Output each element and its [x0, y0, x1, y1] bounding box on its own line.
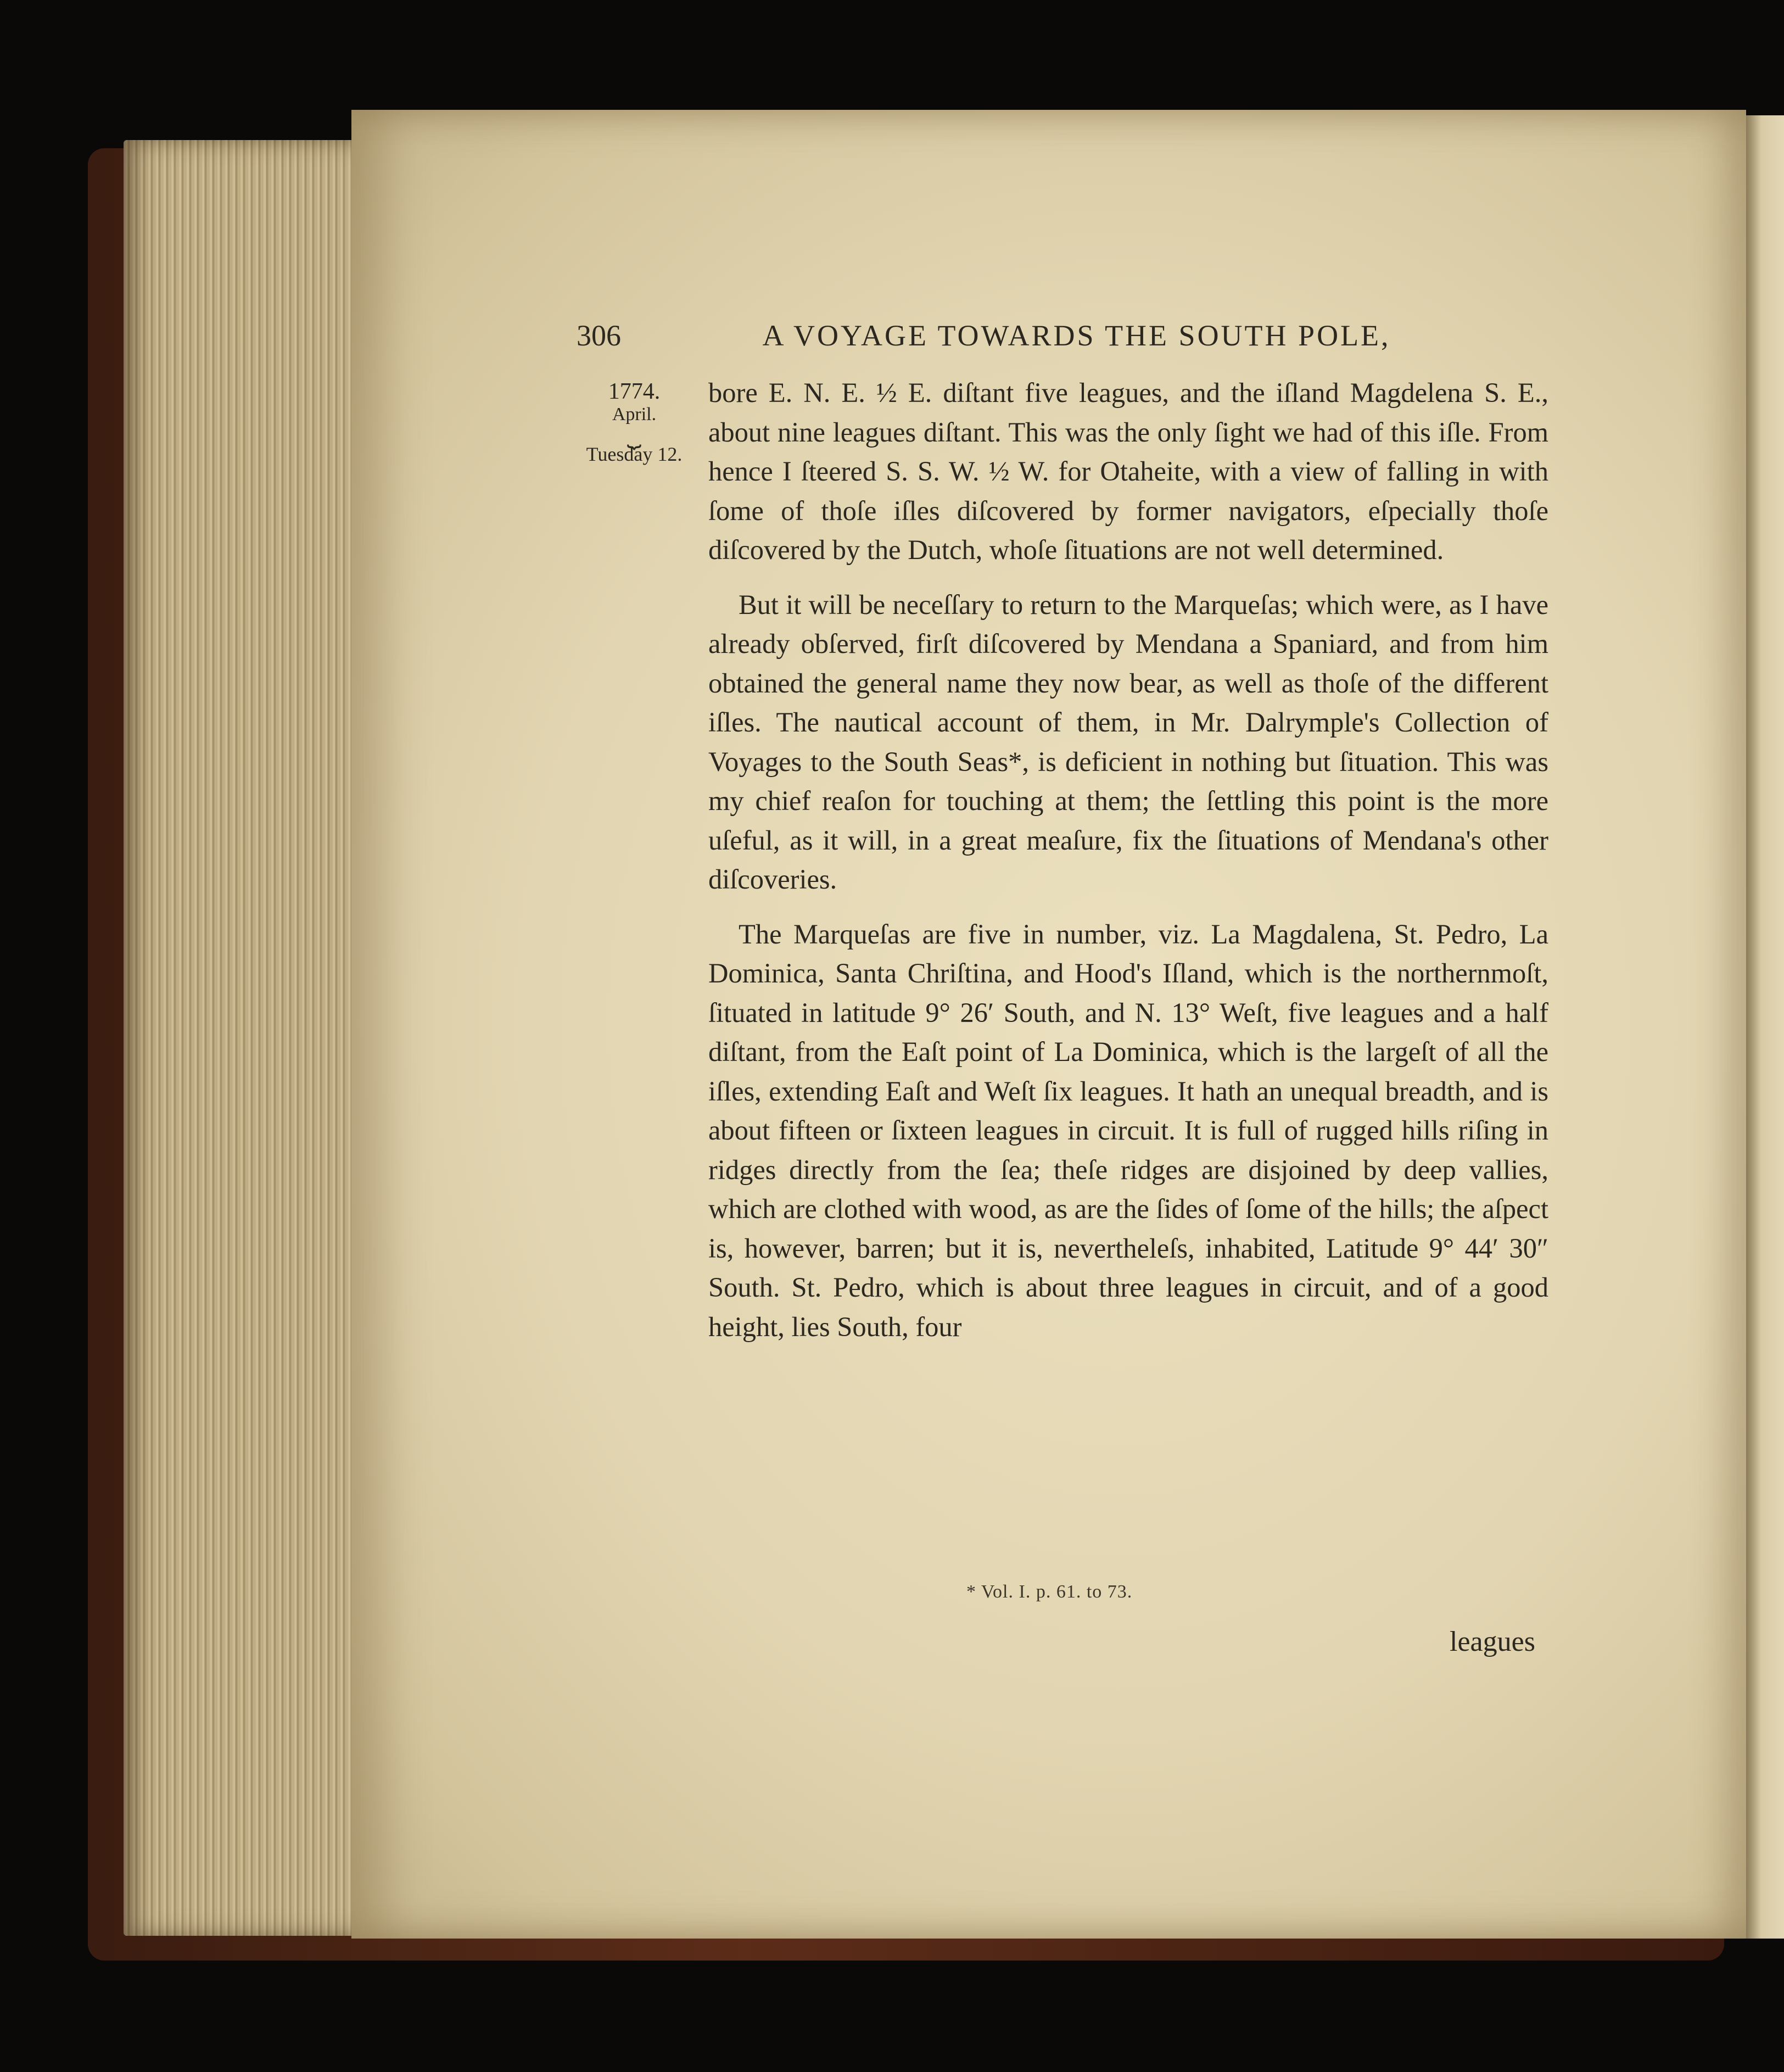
- facing-page-edge: [1746, 115, 1784, 1939]
- margin-day: Tuesday 12.: [586, 443, 683, 465]
- paragraph-2: But it will be neceſſary to return to the Marqueſas; which were, as I have already obſerved, firſt diſcovered by Mendana a Spaniard, and from him obtained the general name they now bear, as well as thoſe of the different iſles. The nautical account of them, in Mr. Dalrymple's Collection of Voyages to the South Seas*, is deficient in nothing but ſituation. This was my chief reaſon for touching at them; the ſettling this point is the more uſeful, as it will, in a great meaſure, fix the ſituations of Mendana's other diſcoveries.: [708, 589, 1548, 895]
- body-text: [708, 373, 1548, 1362]
- footnote: * Vol. I. p. 61. to 73.: [966, 1582, 1133, 1602]
- paragraph-3: The Marqueſas are five in number, viz. La Magdalena, St. Pedro, La Dominica, Santa Chriſtina, and Hood's Iſland, which is the northernmoſt, ſituated in latitude 9° 26′ South, and N. 13° Weſt, five leagues and a half diſtant, from the Eaſt point of La Dominica, which is the largeſt of all the iſles, extending Eaſt and Weſt ſix leagues. It hath an unequal breadth, and is about fifteen or ſixteen leagues in circuit. It is full of rugged hills riſing in ridges directly from the ſea; theſe ridges are disjoined by deep vallies, which are clothed with wood, as are the ſides of ſome of the hills; the aſpect is, however, barren; but it is, nevertheleſs, inhabited, Latitude 9° 44′ 30″ South. St. Pedro, which is about three leagues in circuit, and of a good height, lies South, four: [708, 918, 1548, 1342]
- running-title: A VOYAGE TOWARDS THE SOUTH POLE,: [762, 319, 1391, 352]
- margin-month: April.: [612, 404, 657, 425]
- page-number: 306: [577, 319, 621, 352]
- page-edges: [124, 140, 371, 1936]
- margin-brace: ⏟: [627, 421, 642, 448]
- catchword: leagues: [1450, 1626, 1535, 1657]
- paragraph-1: bore E. N. E. ½ E. diſtant five leagues, and the iſland Magdelena S. E., about nine leagues diſtant. This was the only ſight we had of this iſle. From hence I ſteered S. S. W. ½ W. for Otaheite, with a view of falling in with ſome of thoſe iſles diſcovered by former navigators, eſpecially thoſe diſcovered by the Dutch, whoſe ſituations are not well determined.: [708, 377, 1548, 565]
- running-header: [577, 319, 1499, 353]
- margin-year: 1774.: [608, 379, 661, 404]
- margin-date-note: [571, 379, 697, 465]
